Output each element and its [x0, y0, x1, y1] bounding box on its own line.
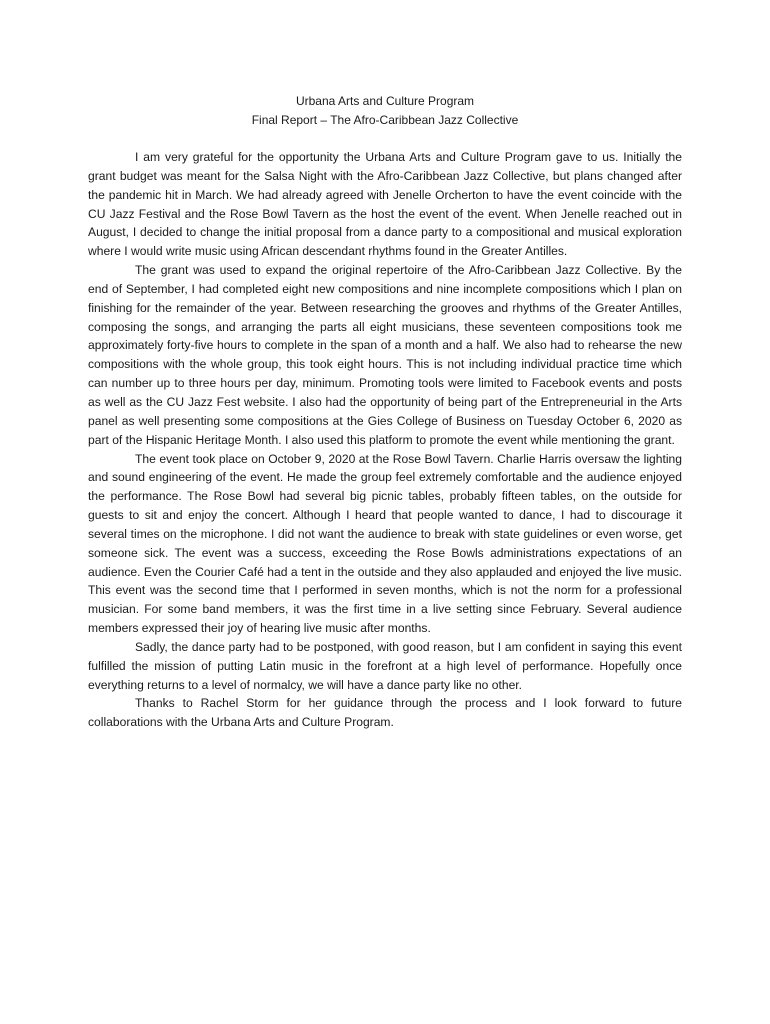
paragraph-thanks: Thanks to Rachel Storm for her guidance through the process and I look forward to future collaborations with the Urbana Arts and Culture Program.	[88, 696, 682, 730]
paragraph-grant-use: The grant was used to expand the original repertoire of the Afro-Caribbean Jazz Collective. By the end of September, I had completed eight new compositions and nine incomplete compositions which I plan on finishing for the remainder of the year. Between researching the grooves and rhythms of the Greater Antilles, composing the songs, and arranging the parts all eight musicians, these seventeen compositions took me approximately forty-five hours to complete in the span of a month and a half. We also had to rehearse the new compositions with the whole group, this took eight hours. This is not including individual practice time which can number up to three hours per day, minimum. Promoting tools were limited to Facebook events and posts as well as the CU Jazz Fest website. I also had the opportunity of being part of the Entrepreneurial in the Arts panel as well presenting some compositions at the Gies College of Business on Tuesday October 6, 2020 as part of the Hispanic Heritage Month. I also used this platform to promote the event while mentioning the grant.	[88, 263, 682, 447]
document-header	[88, 92, 682, 130]
program-title: Urbana Arts and Culture Program	[295, 94, 475, 108]
report-title: Final Report – The Afro-Caribbean Jazz Collective	[251, 113, 519, 127]
report-body	[88, 148, 682, 732]
paragraph-intro: I am very grateful for the opportunity the Urbana Arts and Culture Program gave to us. Initially the grant budget was meant for the Salsa Night with the Afro-Caribbean Jazz Collective, but plans changed after the pandemic hit in March. We had already agreed with Jenelle Orcherton to have the event coincide with the CU Jazz Festival and the Rose Bowl Tavern as the host the event of the event. When Jenelle reached out in August, I decided to change the initial proposal from a dance party to a compositional and musical exploration where I would write music using African descendant rhythms found in the Greater Antilles.	[88, 150, 682, 259]
document-page	[88, 92, 682, 732]
paragraph-dance-party: Sadly, the dance party had to be postponed, with good reason, but I am confident in saying this event fulfilled the mission of putting Latin music in the forefront at a high level of performance. Hopefully once everything returns to a level of normalcy, we will have a dance party like no other.	[88, 639, 682, 692]
paragraph-event: The event took place on October 9, 2020 at the Rose Bowl Tavern. Charlie Harris oversaw the lighting and sound engineering of the event. He made the group feel extremely comfortable and the audience enjoyed the performance. The Rose Bowl had several big picnic tables, probably fifteen tables, on the outside for guests to sit and enjoy the concert. Although I heard that people wanted to dance, I had to discourage it several times on the microphone. I did not want the audience to break with state guidelines or even worse, get someone sick. The event was a success, exceeding the Rose Bowls administrations expectations of an audience. Even the Courier Café had a tent in the outside and they also applauded and enjoyed the live music. This event was the second time that I performed in seven months, which is not the norm for a professional musician. For some band members, it was the first time in a live setting since February. Several audience members expressed their joy of hearing live music after months.	[88, 451, 682, 636]
